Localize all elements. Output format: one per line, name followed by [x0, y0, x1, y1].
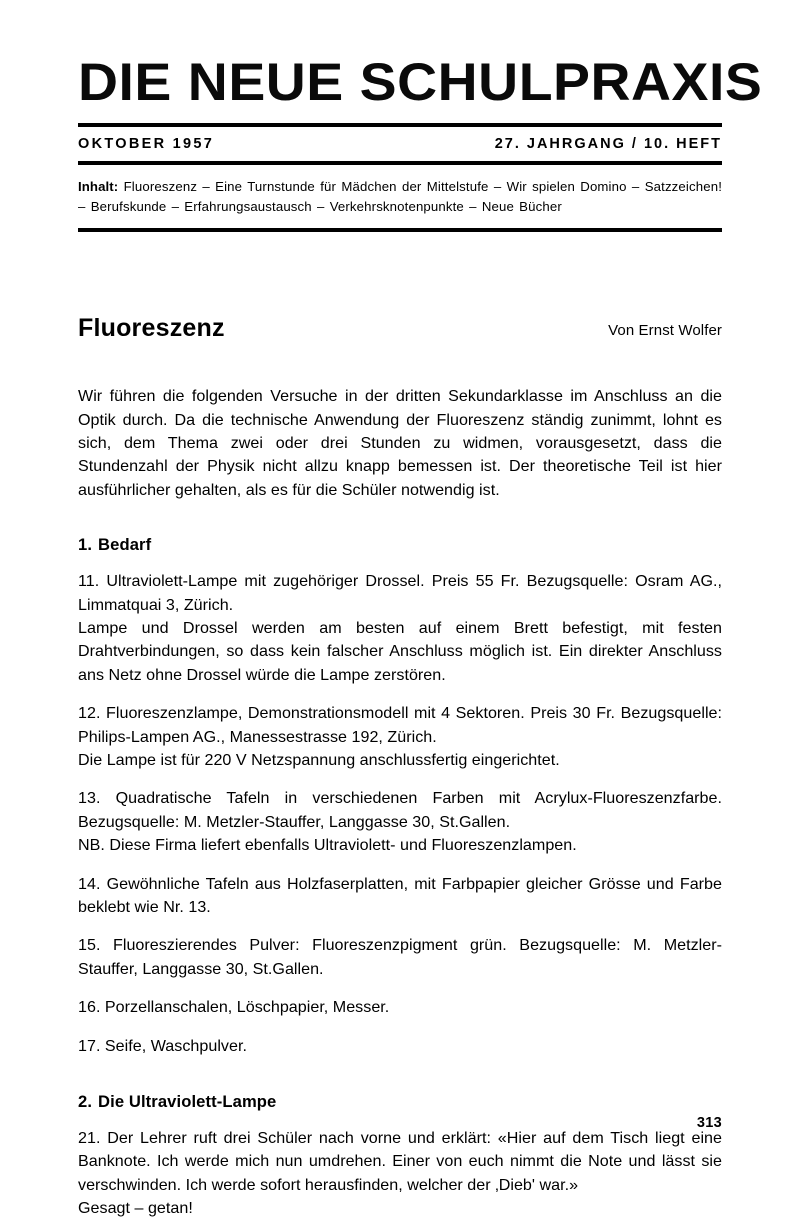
list-item: 21. Der Lehrer ruft drei Schüler nach vorne und erklärt: «Hier auf dem Tisch liegt eine Banknote. Ich werde mich nun umdrehen. Einer von euch nimmt die Note und lässt sie verschwinden. Ich werde sofort herausfinden, welcher der ‚Dieb' war.»	[78, 1129, 722, 1194]
article-title: Fluoreszenz	[78, 313, 225, 342]
page-content	[78, 0, 763, 1221]
toc-entries: Fluoreszenz – Eine Turnstunde für Mädchen der Mittelstufe – Wir spielen Domino – Satzzeichen! – Berufskunde – Erfahrungsaustausch – Verkehrsknotenpunkte – Neue Bücher	[78, 179, 723, 215]
rule-under-masthead	[78, 123, 722, 127]
masthead-title: DIE NEUE SCHULPRAXIS	[78, 53, 763, 112]
article-intro-paragraph: Wir führen die folgenden Versuche in der dritten Sekundarklasse im Anschluss an die Optik durch. Da die technische Anwendung der Fluoreszenz ständig zunimmt, lohnt es sich, dem Thema zwei oder drei Stunden zu widmen, vorausgesetzt, dass die Stundenzahl der Physik nicht allzu knapp bemessen ist. Der theoretische Teil ist hier ausführlicher gehalten, als es für die Schüler notwendig ist.	[78, 387, 722, 499]
issue-line	[78, 136, 722, 152]
section-title-2: Die Ultraviolett-Lampe	[98, 1092, 277, 1112]
issue-volume: 27. JAHRGANG / 10. HEFT	[494, 136, 722, 152]
list-item: 15. Fluoreszierendes Pulver: Fluoreszenzpigment grün. Bezugsquelle: M. Metzler-Stauffer, Langgasse 30, St.Gallen.	[78, 936, 722, 978]
list-item: 16. Porzellanschalen, Löschpapier, Messer.	[78, 998, 390, 1017]
list-item: Die Lampe ist für 220 V Netzspannung anschlussfertig eingerichtet.	[78, 751, 560, 769]
issue-date: OKTOBER 1957	[78, 136, 215, 152]
list-item: Lampe und Drossel werden am besten auf einem Brett befestigt, mit festen Drahtverbindungen, so dass kein falscher Anschluss möglich ist. Ein direkter Anschluss ans Netz ohne Drossel würde die Lampe zerstören.	[78, 618, 722, 684]
list-item: 17. Seife, Waschpulver.	[78, 1036, 247, 1055]
list-item: 13. Quadratische Tafeln in verschiedenen Farben mit Acrylux-Fluoreszenzfarbe. Bezugsquelle: M. Metzler-Stauffer, Langgasse 30, St.Gallen.	[78, 789, 722, 831]
table-of-contents	[78, 177, 722, 217]
list-item: 14. Gewöhnliche Tafeln aus Holzfaserplatten, mit Farbpapier gleicher Grösse und Farbe beklebt wie Nr. 13.	[78, 874, 722, 917]
toc-label: Inhalt:	[78, 179, 119, 194]
rule-below-toc	[78, 228, 722, 232]
list-item: Gesagt – getan!	[78, 1199, 193, 1218]
page-number: 313	[696, 1115, 722, 1131]
article-author: Von Ernst Wolfer	[608, 321, 722, 339]
section-number-1: 1.	[78, 535, 93, 555]
section-number-2: 2.	[78, 1092, 93, 1112]
section-title-1: Bedarf	[98, 535, 152, 555]
list-item: 12. Fluoreszenzlampe, Demonstrationsmodell mit 4 Sektoren. Preis 30 Fr. Bezugsquelle: Philips-Lampen AG., Manessestrasse 192, Zürich.	[78, 704, 722, 746]
list-item: NB. Diese Firma liefert ebenfalls Ultraviolett- und Fluoreszenzlampen.	[78, 836, 577, 855]
section-heading-2	[78, 1092, 722, 1112]
list-item: 11. Ultraviolett-Lampe mit zugehöriger Drossel. Preis 55 Fr. Bezugsquelle: Osram AG., Limmatquai 3, Zürich.	[78, 572, 722, 614]
section-heading-1	[78, 535, 722, 555]
rule-above-toc	[78, 161, 722, 165]
article-header	[78, 298, 722, 359]
article	[78, 298, 722, 1221]
